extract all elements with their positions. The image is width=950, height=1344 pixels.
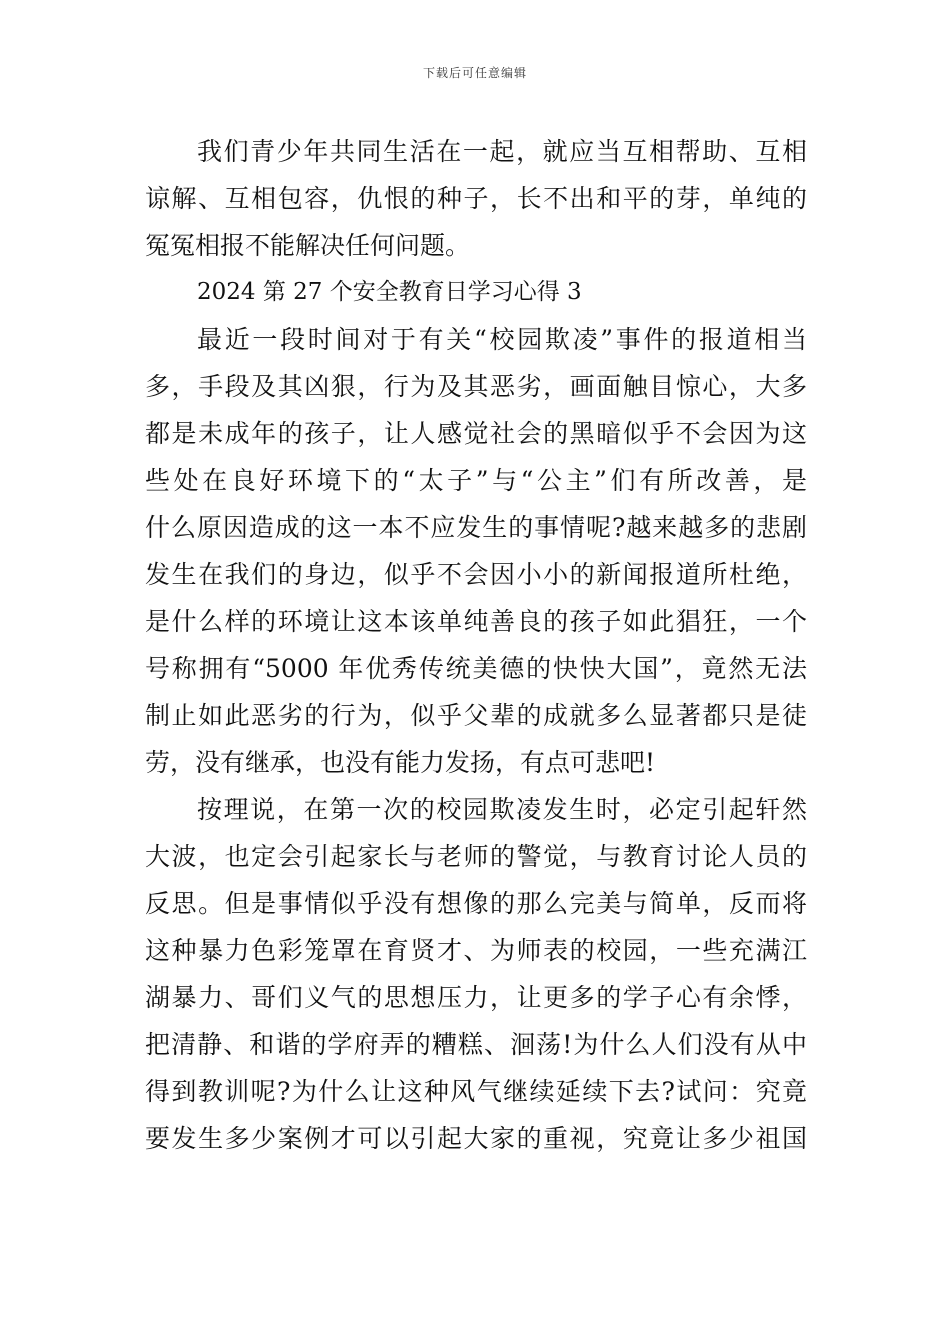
- paragraph-3: [145, 786, 807, 1162]
- text-line: 制止如此恶劣的行为，似乎父辈的成就多么显著都只是徒: [145, 701, 807, 730]
- text-line: 把清静、和谐的学府弄的糟糕、洄荡!为什么人们没有从中: [145, 1030, 807, 1059]
- paragraph-2: [145, 316, 807, 786]
- text-line: 按理说，在第一次的校园欺凌发生时，必定引起轩然: [197, 795, 807, 824]
- text-line: 是什么样的环境让这本该单纯善良的孩子如此猖狂，一个: [145, 607, 807, 636]
- text-line: 得到教训呢?为什么让这种风气继续延续下去?试问：究竟: [145, 1077, 807, 1106]
- text-line: 都是未成年的孩子，让人感觉社会的黑暗似乎不会因为这: [145, 419, 807, 448]
- text-line: 湖暴力、哥们义气的思想压力，让更多的学子心有余悸，: [145, 983, 807, 1012]
- text-line: 最近一段时间对于有关“校园欺凌”事件的报道相当: [197, 325, 807, 354]
- section-heading: 2024 第 27 个安全教育日学习心得 3: [197, 279, 582, 305]
- text-line: 这种暴力色彩笼罩在育贤才、为师表的校园，一些充满江: [145, 936, 807, 965]
- text-line: 什么原因造成的这一本不应发生的事情呢?越来越多的悲剧: [145, 513, 807, 542]
- document-body: [145, 128, 807, 1162]
- text-line: 多，手段及其凶狠，行为及其恶劣，画面触目惊心，大多: [145, 372, 807, 401]
- text-line: 号称拥有“5000 年优秀传统美德的快快大国”，竟然无法: [145, 654, 807, 683]
- text-line: 要发生多少案例才可以引起大家的重视，究竟让多少祖国: [145, 1124, 807, 1153]
- text-line: 反思。但是事情似乎没有想像的那么完美与简单，反而将: [145, 889, 807, 918]
- text-line: 劳，没有继承，也没有能力发扬，有点可悲吧!: [145, 748, 656, 777]
- text-line: 发生在我们的身边，似乎不会因小小的新闻报道所杜绝，: [145, 560, 807, 589]
- paragraph-1: [145, 128, 807, 269]
- text-line: 大波，也定会引起家长与老师的警觉，与教育讨论人员的: [145, 842, 807, 871]
- text-line: 冤冤相报不能解决任何问题。: [145, 231, 471, 260]
- text-line: 谅解、互相包容，仇恨的种子，长不出和平的芽，单纯的: [145, 184, 807, 213]
- text-line: 些处在良好环境下的“太子”与“公主”们有所改善，是: [145, 466, 807, 495]
- text-line: 我们青少年共同生活在一起，就应当互相帮助、互相: [197, 137, 807, 166]
- page-header: 下载后可任意编辑: [422, 66, 527, 80]
